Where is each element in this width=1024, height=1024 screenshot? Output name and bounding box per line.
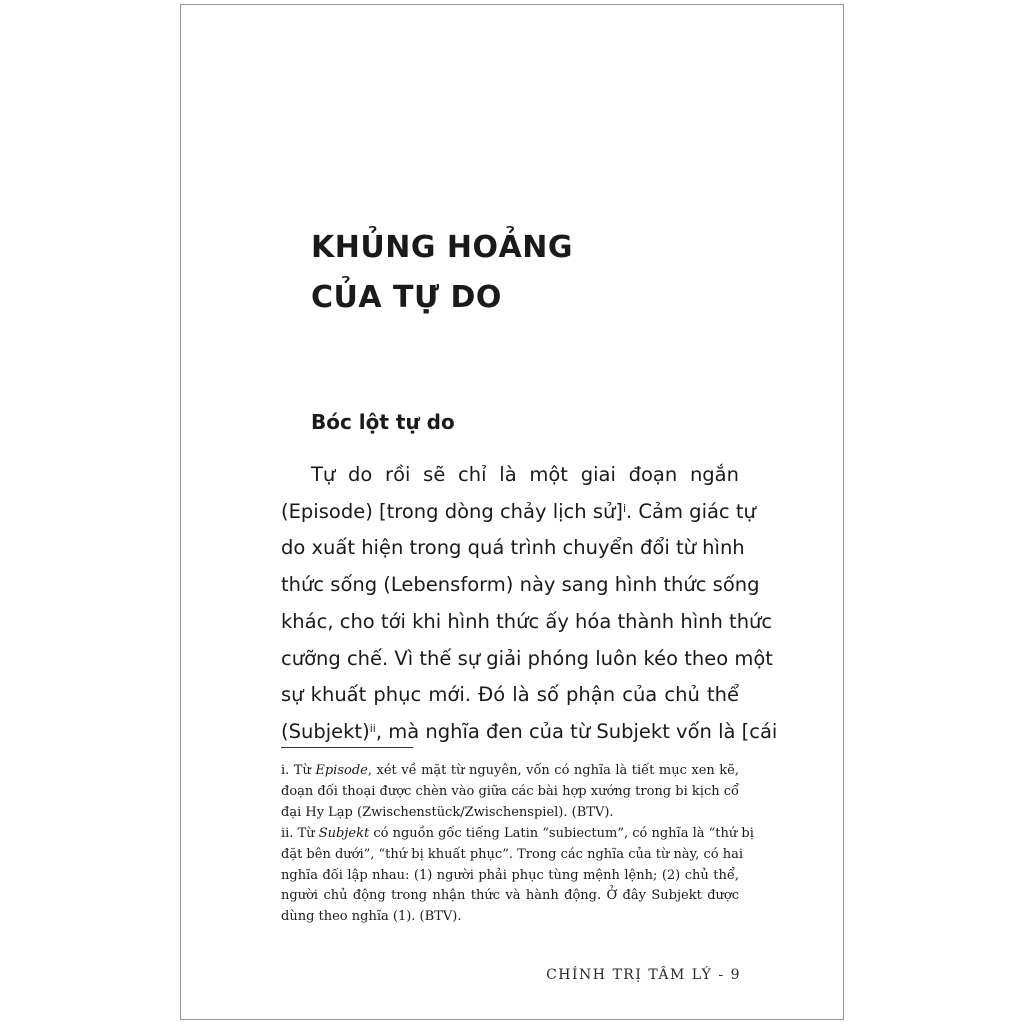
- footnote-text: ii. Từ: [281, 825, 319, 841]
- footnote-2-line: nghĩa đối lập nhau: (1) người phải phục tùng mệnh lệnh; (2) chủ thể,: [281, 867, 739, 883]
- body-text-fragment: (Subjekt): [281, 719, 370, 743]
- footnote-ref-ii: ii: [369, 721, 376, 735]
- body-line: [281, 494, 756, 531]
- section-heading: Bóc lột tự do: [311, 410, 455, 434]
- chapter-title-line-1: KHỦNG HOẢNG: [311, 230, 573, 265]
- footnote-2-line: đặt bên dưới”, “thứ bị khuất phục”. Trong các nghĩa của từ này, có hai: [281, 846, 743, 862]
- footnote-term: Subjekt: [318, 825, 370, 841]
- page-number: 9: [730, 967, 741, 983]
- body-line: Tự do rồi sẽ chỉ là một giai đoạn ngắn: [311, 463, 739, 486]
- book-page: [180, 4, 844, 1020]
- body-line: sự khuất phục mới. Đó là số phận của chủ thể: [281, 683, 739, 707]
- body-text-fragment: , mà nghĩa đen của từ Subjekt vốn là [cái: [375, 719, 778, 743]
- footnote-text: có nguồn gốc tiếng Latin “subiectum”, có nghĩa là “thứ bị: [369, 825, 754, 841]
- footnotes: [281, 761, 754, 928]
- body-line: do xuất hiện trong quá trình chuyển đổi từ hình: [281, 536, 745, 560]
- footnote-text: i. Từ: [281, 763, 316, 778]
- body-text-fragment: . Cảm giác tự: [626, 499, 756, 523]
- body-line: cưỡng chế. Vì thế sự giải phóng luôn kéo theo một: [281, 646, 773, 670]
- body-line: thức sống (Lebensform) này sang hình thức sống: [281, 573, 760, 597]
- footnote-text: , xét về mặt từ nguyên, vốn có nghĩa là tiết mục xen kẽ,: [367, 763, 739, 778]
- footnote-2-line: [281, 824, 754, 845]
- footnote-divider: [281, 747, 413, 748]
- footnote-ref-i: i: [622, 501, 627, 515]
- footnote-2-line: người chủ động trong nhận thức và hành động. Ở đây Subjekt được: [281, 888, 739, 904]
- body-line: khác, cho tới khi hình thức ấy hóa thành hình thức: [281, 609, 773, 633]
- footnote-1-line: đại Hy Lạp (Zwischenstück/Zwischenspiel). (BTV).: [281, 804, 614, 820]
- running-title: CHÍNH TRỊ TÂM LÝ: [546, 967, 713, 983]
- footnote-1-line: đoạn đối thoại được chèn vào giữa các bài hợp xướng trong bi kịch cổ: [281, 783, 739, 799]
- footnote-2-line: dùng theo nghĩa (1). (BTV).: [281, 909, 462, 925]
- body-paragraph: [281, 457, 778, 751]
- chapter-title-line-2: CỦA TỰ DO: [311, 280, 502, 315]
- body-line: [281, 714, 778, 751]
- chapter-title: [311, 223, 573, 323]
- footer-separator: -: [718, 967, 725, 983]
- running-footer: [546, 967, 741, 983]
- footnote-term: Episode: [315, 763, 368, 778]
- footnote-1-line: [281, 761, 739, 782]
- body-text-fragment: (Episode) [trong dòng chảy lịch sử]: [281, 499, 623, 523]
